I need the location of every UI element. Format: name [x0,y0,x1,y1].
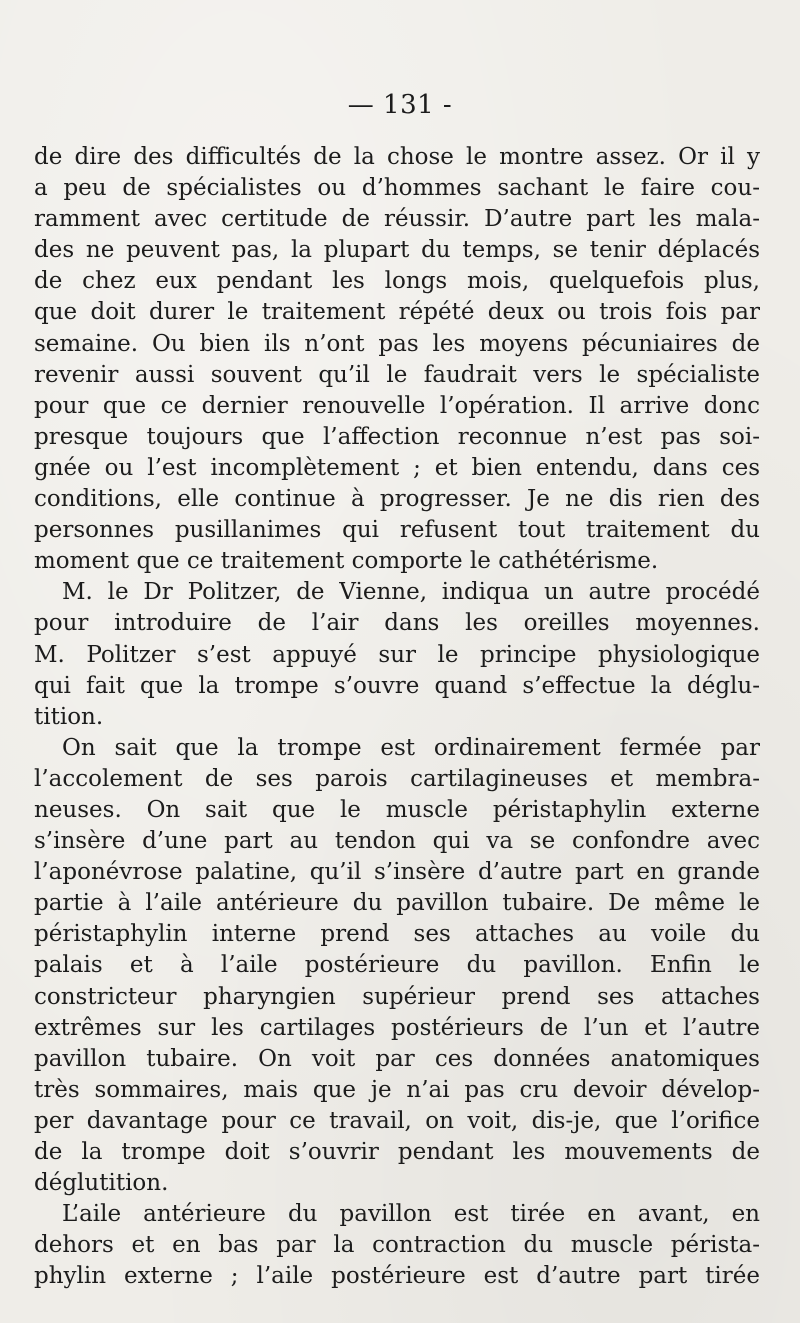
text-line: semaine. Ou bien ils n’ont pas les moyens pécuniaires de [34,330,760,357]
text-line: pavillon tubaire. On voit par ces données anatomiques [34,1045,760,1072]
text-line: de la trompe doit s’ouvrir pendant les mouvements de [34,1139,760,1165]
text-line: partie à l’aile antérieure du pavillon tubaire. De même le [34,890,760,917]
text-line: M. le Dr Politzer, de Vienne, indiqua un autre procédé [62,579,760,606]
text-line: neuses. On sait que le muscle péristaphylin externe [34,796,760,823]
text-line: très sommaires, mais que je n’ai pas cru devoir dévelop- [34,1076,760,1103]
text-line: conditions, elle continue à progresser. Je ne dis rien des [34,486,760,513]
text-line: a peu de spécialistes ou d’hommes sachant le faire cou- [34,175,760,202]
text-line: dehors et en bas par la contraction du muscle pérista- [34,1232,760,1259]
text-line: revenir aussi souvent qu’il le faudrait vers le spécialiste [34,361,760,388]
text-line: tition. [34,703,104,730]
text-line: pour introduire de l’air dans les oreilles moyennes. [34,610,760,637]
text-line: On sait que la trompe est ordinairement fermée par [62,734,760,761]
text-line: M. Politzer s’est appuyé sur le principe physiologique [34,641,760,668]
text-line: l’aponévrose palatine, qu’il s’insère d’autre part en grande [34,859,760,886]
text-line: qui fait que la trompe s’ouvre quand s’effectue la déglu- [34,672,760,699]
text-line: que doit durer le traitement répété deux ou trois fois par [34,299,760,326]
text-line: des ne peuvent pas, la plupart du temps, se tenir déplacés [34,237,760,264]
text-line: de chez eux pendant les longs mois, quelquefois plus, [34,268,760,295]
text-line: l’accolement de ses parois cartilagineuses et membra- [34,765,760,792]
text-line: péristaphylin interne prend ses attaches au voile du [34,921,760,948]
text-line: déglutition. [34,1170,169,1197]
text-line: ramment avec certitude de réussir. D’autre part les mala- [34,206,760,233]
text-line: palais et à l’aile postérieure du pavillon. Enfin le [34,952,760,979]
text-line: personnes pusillanimes qui refusent tout traitement du [34,517,760,544]
text-line: s’insère d’une part au tendon qui va se confondre avec [34,828,760,855]
page-number: — 131 - [347,90,453,120]
text-line: L’aile antérieure du pavillon est tirée en avant, en [62,1201,760,1228]
text-line: per davantage pour ce travail, on voit, dis-je, que l’orifice [34,1107,760,1134]
text-line: constricteur pharyngien supérieur prend ses attaches [34,983,760,1010]
text-line: presque toujours que l’affection reconnue n’est pas soi- [34,423,760,450]
text-line: phylin externe ; l’aile postérieure est d’autre part tirée [34,1263,760,1290]
text-line: pour que ce dernier renouvelle l’opération. Il arrive donc [34,392,760,419]
text-line: de dire des difficultés de la chose le montre assez. Or il y [34,144,760,170]
text-line: moment que ce traitement comporte le cathétérisme. [34,548,659,575]
text-line: gnée ou l’est incomplètement ; et bien entendu, dans ces [34,454,760,481]
body-text [34,142,760,1292]
text-line: extrêmes sur les cartilages postérieurs de l’un et l’autre [34,1014,760,1041]
